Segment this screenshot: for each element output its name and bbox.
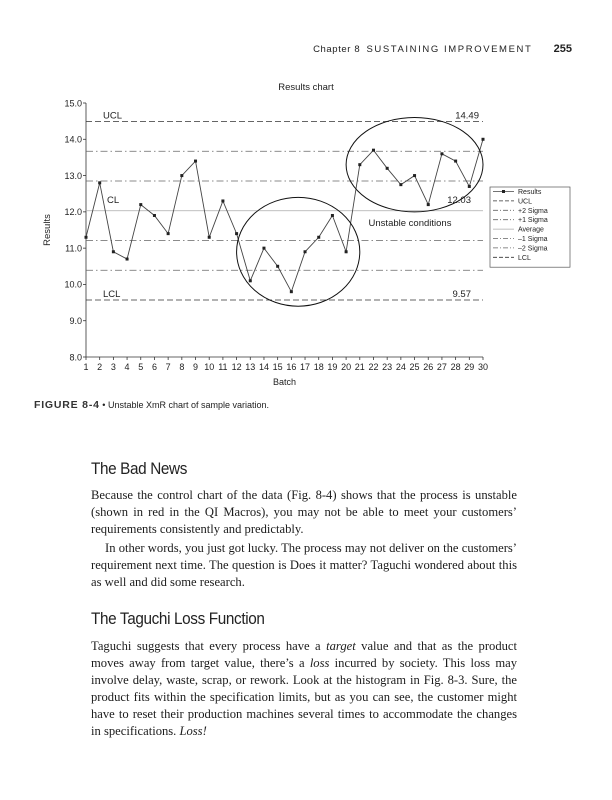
x-tick-label: 27 — [436, 362, 447, 372]
emphasis-loss-exclaim: Loss! — [179, 724, 207, 738]
chapter-number: Chapter 8 — [313, 44, 361, 55]
data-point — [358, 163, 361, 166]
data-point — [112, 250, 115, 253]
data-point — [427, 203, 430, 206]
data-point — [262, 247, 265, 250]
legend-marker — [502, 190, 505, 193]
figure-caption — [34, 399, 269, 411]
lcl-label: LCL — [103, 289, 121, 301]
data-point — [208, 236, 211, 239]
chapter-title: SUSTAINING IMPROVEMENT — [366, 44, 533, 55]
data-point — [235, 232, 238, 235]
x-tick-label: 15 — [272, 362, 283, 372]
legend-label: +2 Sigma — [518, 207, 548, 215]
paragraph: In other words, you just got lucky. The process may not deliver on the customers’ requirement next time. The question is Does it matter? Taguchi wondered about this as well and did some research. — [91, 541, 517, 589]
x-tick-label: 1 — [83, 362, 89, 372]
x-tick-label: 11 — [218, 362, 228, 372]
data-point — [139, 203, 142, 206]
legend-label: Average — [518, 226, 544, 234]
data-point — [345, 250, 348, 253]
data-point — [372, 149, 375, 152]
text-run: Taguchi suggests that every process have a — [91, 639, 327, 653]
x-tick-label: 18 — [313, 362, 324, 372]
text-run: incurred by society. This loss may involve delay, waste, scrap, or rework. Look at the histogram in Fig. 8-3. Sure, the product fits within the specification limits, but as you can see, the customer might have to reset their production machines several times to accommodate the changes in specifications. — [91, 656, 517, 738]
x-tick-label: 30 — [477, 362, 489, 372]
x-tick-label: 3 — [110, 362, 116, 372]
x-tick-label: 23 — [382, 362, 393, 372]
x-tick-label: 21 — [354, 362, 365, 372]
x-tick-label: 4 — [124, 362, 130, 372]
x-tick-label: 17 — [300, 362, 311, 372]
y-tick-label: 11.0 — [65, 243, 82, 254]
lcl-value: 9.57 — [452, 289, 471, 301]
data-point — [153, 214, 156, 217]
emphasis-target: target — [326, 639, 356, 653]
y-axis-label: Results — [42, 214, 53, 246]
legend-label: UCL — [518, 198, 533, 206]
data-point — [331, 214, 334, 217]
legend-label: Results — [518, 189, 542, 196]
data-point — [180, 174, 183, 177]
x-axis-label: Batch — [272, 377, 297, 387]
data-point — [167, 232, 170, 235]
data-point — [454, 160, 457, 163]
running-head — [313, 43, 572, 55]
unstable-annotation: Unstable conditions — [368, 217, 452, 229]
data-point — [304, 250, 307, 253]
x-tick-label: 7 — [165, 362, 171, 372]
highlight-ellipses — [237, 118, 483, 307]
chart-frame — [83, 103, 483, 360]
data-point — [468, 185, 471, 188]
data-point — [413, 174, 416, 177]
chart-legend — [490, 187, 570, 267]
x-tick-label: 14 — [258, 362, 269, 372]
y-tick-label: 14.0 — [64, 134, 82, 145]
data-point — [482, 138, 485, 141]
x-tick-label: 26 — [423, 362, 434, 372]
x-tick-label: 22 — [368, 362, 379, 372]
results-chart — [0, 70, 612, 400]
chart-title: Results chart — [278, 82, 334, 93]
paragraph: Because the control chart of the data (Fig. 8-4) shows that the process is unstable (shown in red in the QI Macros), you may not be able to meet your customers’ requirements consistently and predictably. — [91, 488, 517, 536]
legend-label: –1 Sigma — [518, 236, 548, 243]
results-line — [86, 139, 483, 291]
x-tick-label: 5 — [138, 362, 144, 372]
highlight-ellipse — [237, 197, 360, 306]
data-point — [386, 167, 389, 170]
legend-label: LCL — [518, 254, 531, 262]
x-tick-label: 20 — [341, 362, 352, 372]
data-point — [249, 279, 252, 282]
data-point — [221, 199, 224, 202]
x-tick-label: 19 — [327, 362, 338, 372]
data-point — [440, 152, 443, 155]
data-point — [98, 181, 101, 184]
x-tick-label: 9 — [193, 362, 199, 372]
data-point — [276, 265, 279, 268]
x-tick-label: 10 — [204, 362, 215, 372]
figure-caption-text: Unstable XmR chart of sample variation. — [107, 400, 270, 410]
data-point — [194, 160, 197, 163]
y-tick-label: 10.0 — [64, 279, 82, 290]
figure-separator: • — [102, 400, 106, 410]
y-tick-label: 9.0 — [69, 316, 82, 327]
x-tick-label: 8 — [179, 362, 185, 372]
x-tick-label: 13 — [245, 362, 256, 372]
figure-label: FIGURE 8-4 — [34, 399, 100, 411]
y-tick-label: 15.0 — [64, 98, 82, 109]
section-heading-bad-news: The Bad News — [91, 459, 188, 478]
x-tick-label: 29 — [464, 362, 475, 372]
y-tick-label: 8.0 — [69, 352, 82, 363]
emphasis-loss: loss — [309, 656, 330, 670]
ucl-value: 14.49 — [455, 110, 479, 122]
x-tick-label: 6 — [151, 362, 157, 372]
legend-label: –2 Sigma — [518, 245, 548, 253]
section-heading-taguchi-loss: The Taguchi Loss Function — [91, 609, 265, 628]
x-tick-label: 2 — [97, 362, 103, 372]
data-point — [85, 236, 88, 239]
data-point — [126, 258, 129, 261]
text-run: value and that as the product moves away from target value, there’s a — [91, 639, 518, 670]
x-tick-label: 28 — [450, 362, 461, 372]
x-tick-label: 24 — [395, 362, 406, 372]
y-tick-label: 12.0 — [64, 207, 82, 218]
data-series — [85, 138, 485, 293]
paragraph — [91, 638, 517, 740]
x-tick-label: 25 — [409, 362, 420, 372]
data-point — [290, 290, 293, 293]
chart-labels — [42, 82, 488, 387]
data-point — [399, 183, 402, 186]
data-point — [317, 236, 320, 239]
cl-value: 12.03 — [447, 194, 471, 206]
x-tick-label: 12 — [231, 362, 242, 372]
x-tick-label: 16 — [286, 362, 297, 372]
ucl-label: UCL — [103, 110, 123, 122]
y-tick-label: 13.0 — [64, 170, 82, 181]
control-lines — [86, 122, 483, 301]
page-number: 255 — [553, 43, 572, 55]
cl-label: CL — [107, 194, 120, 206]
legend-label: +1 Sigma — [518, 217, 548, 225]
